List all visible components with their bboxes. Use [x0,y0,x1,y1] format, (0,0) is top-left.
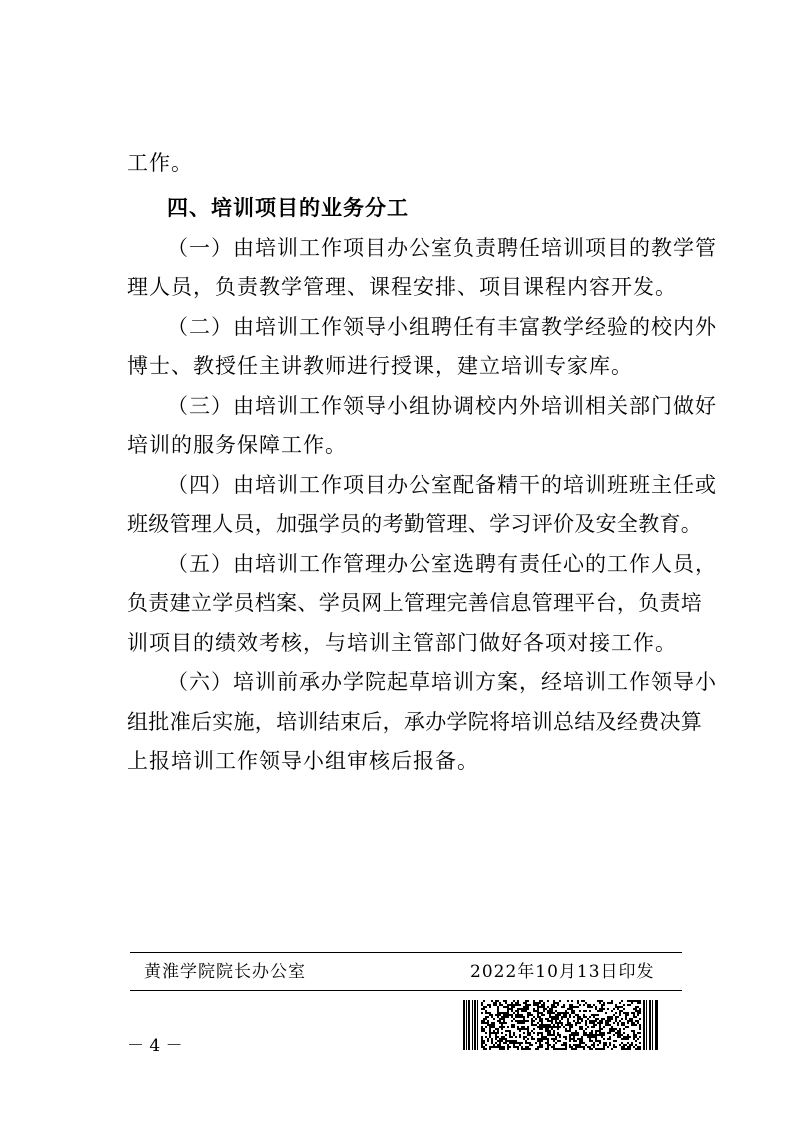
footer-top-rule [130,952,682,953]
paragraph-line: 组批准后实施，培训结束后，承办学院将培训总结及经费决算 [127,710,703,734]
paragraph-line: 上报培训工作领导小组审核后报备。 [127,749,479,773]
paragraph-line: 训项目的绩效考核，与培训主管部门做好各项对接工作。 [127,631,677,655]
paragraph-line: （六）培训前承办学院起草培训方案，经培训工作领导小 [167,670,717,694]
paragraph-line: （二）由培训工作领导小组聘任有丰富教学经验的校内外 [167,315,717,339]
issuing-office: 黄淮学院院长办公室 [144,962,306,982]
paragraph-line: 班级管理人员，加强学员的考勤管理、学习评价及安全教育。 [127,512,703,536]
section-heading: 四、培训项目的业务分工 [167,196,409,220]
print-date: 2022年10月13日印发 [470,962,655,982]
paragraph-line: （三）由培训工作领导小组协调校内外培训相关部门做好 [167,394,717,418]
paragraph-line: （五）由培训工作管理办公室选聘有责任心的工作人员， [167,552,717,576]
page-number: － 4 － [127,1036,183,1056]
paragraph-line: （一）由培训工作项目办公室负责聘任培训项目的教学管 [167,236,717,260]
paragraph-line: 博士、教授任主讲教师进行授课，建立培训专家库。 [127,354,633,378]
paragraph-line: 培训的服务保障工作。 [127,433,347,457]
footer-bottom-rule [130,990,682,991]
paragraph-line: 工作。 [127,151,193,175]
paragraph-line: 负责建立学员档案、学员网上管理完善信息管理平台，负责培 [127,591,703,615]
paragraph-line: 理人员，负责教学管理、课程安排、项目课程内容开发。 [127,275,677,299]
barcode-icon [463,1000,659,1050]
paragraph-line: （四）由培训工作项目办公室配备精干的培训班班主任或 [167,473,717,497]
